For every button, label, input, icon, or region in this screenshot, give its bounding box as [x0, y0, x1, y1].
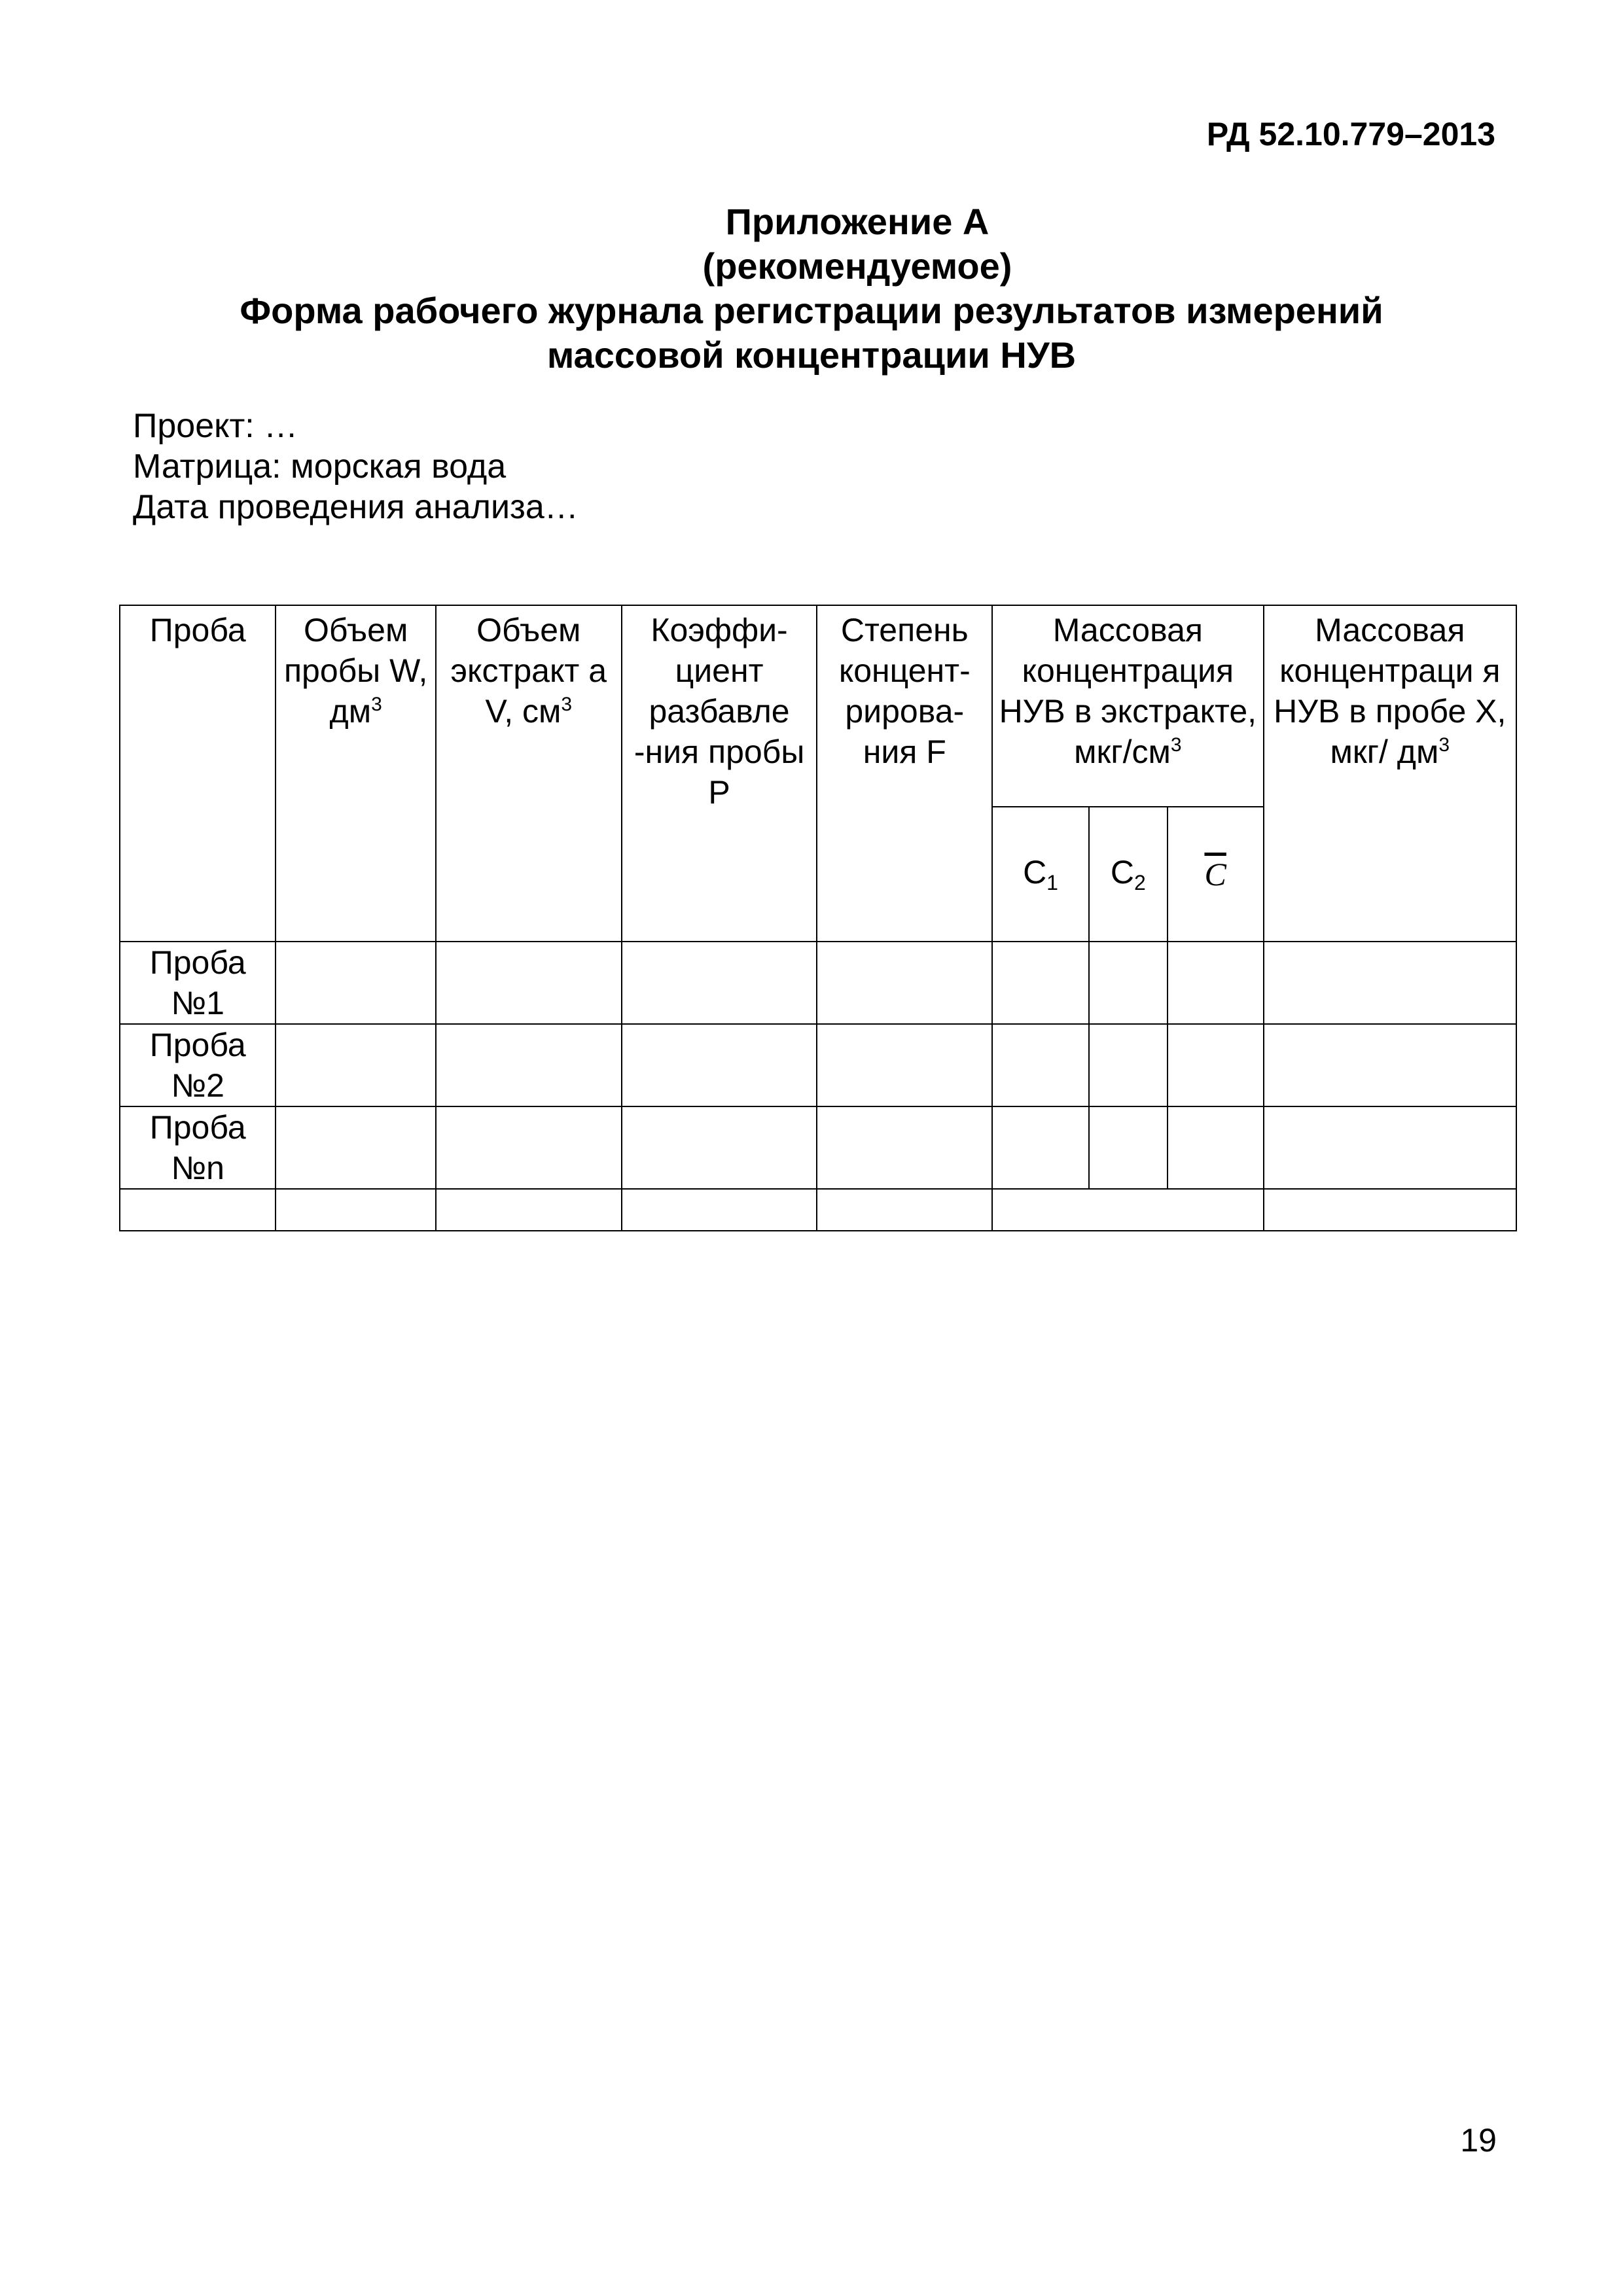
- row-label: Проба №1: [120, 942, 276, 1024]
- project-line: Проект: …: [133, 407, 298, 445]
- table-cell: [276, 1024, 435, 1106]
- table-cell: [1089, 1024, 1168, 1106]
- header-c-mean: $\overline{C}$: [1168, 807, 1264, 942]
- table-cell: [1264, 1106, 1516, 1189]
- table-row: [120, 942, 1516, 1024]
- table-cell: [1089, 1106, 1168, 1189]
- table-cell: [992, 942, 1089, 1024]
- table-cell: [120, 1189, 276, 1231]
- date-line: Дата проведения анализа…: [133, 488, 579, 526]
- table-row: [120, 1106, 1516, 1189]
- table-cell: [1264, 942, 1516, 1024]
- table-cell: [276, 1106, 435, 1189]
- table-cell: [992, 1189, 1264, 1231]
- form-title-line1: Форма рабочего журнала регистрации результатов измерений: [240, 290, 1383, 331]
- table-cell: [817, 1106, 992, 1189]
- row-label: Проба №n: [120, 1106, 276, 1189]
- table-row-empty: [120, 1189, 1516, 1231]
- appendix-heading: [0, 200, 1623, 378]
- table-cell: [817, 942, 992, 1024]
- header-mass-concentration-sample: Массовая концентраци я НУВ в пробе X, мкг/ $дм^3$: [1264, 605, 1516, 942]
- table-cell: [1168, 1024, 1264, 1106]
- table-cell: [1264, 1189, 1516, 1231]
- header-concentration-degree: Степень концент-рирова-ния F: [817, 605, 992, 942]
- table-cell: [436, 1189, 622, 1231]
- header-c2: $C_2$: [1089, 807, 1168, 942]
- table-cell: [992, 1024, 1089, 1106]
- table-cell: [1089, 942, 1168, 1024]
- row-label: Проба №2: [120, 1024, 276, 1106]
- header-mass-concentration-extract: Массовая концентрация НУВ в экстракте, мкг/$см^3$: [992, 605, 1264, 807]
- table-cell: [817, 1024, 992, 1106]
- table-cell: [992, 1106, 1089, 1189]
- table-cell: [817, 1189, 992, 1231]
- appendix-status: (рекомендуемое): [702, 245, 1012, 287]
- header-extract-volume: Объем экстракт а V, $см^3$: [436, 605, 622, 942]
- table-row: [120, 1024, 1516, 1106]
- table-cell: [1168, 1106, 1264, 1189]
- table-cell: [436, 942, 622, 1024]
- document-number: РД 52.10.779–2013: [1206, 116, 1495, 152]
- table-cell: [622, 942, 817, 1024]
- table-cell: [436, 1106, 622, 1189]
- journal-table: [119, 605, 1517, 1231]
- matrix-line: Матрица: морская вода: [133, 448, 507, 486]
- table-cell: [436, 1024, 622, 1106]
- header-sample: Проба: [120, 605, 276, 942]
- table-cell: [1168, 942, 1264, 1024]
- table-cell: [276, 942, 435, 1024]
- table-cell: [622, 1106, 817, 1189]
- page-number: 19: [1460, 2122, 1497, 2159]
- table-cell: [622, 1024, 817, 1106]
- appendix-title: Приложение А: [725, 201, 990, 242]
- header-dilution-coefficient: Коэффи-циент разбавле -ния пробы P: [622, 605, 817, 942]
- header-c1: $C_1$: [992, 807, 1089, 942]
- form-title-line2: массовой концентрации НУВ: [546, 334, 1077, 376]
- table-cell: [622, 1189, 817, 1231]
- table-cell: [1264, 1024, 1516, 1106]
- meta-block: [133, 406, 579, 527]
- header-sample-volume: Объем пробы W, $дм^3$: [276, 605, 435, 942]
- table-cell: [276, 1189, 435, 1231]
